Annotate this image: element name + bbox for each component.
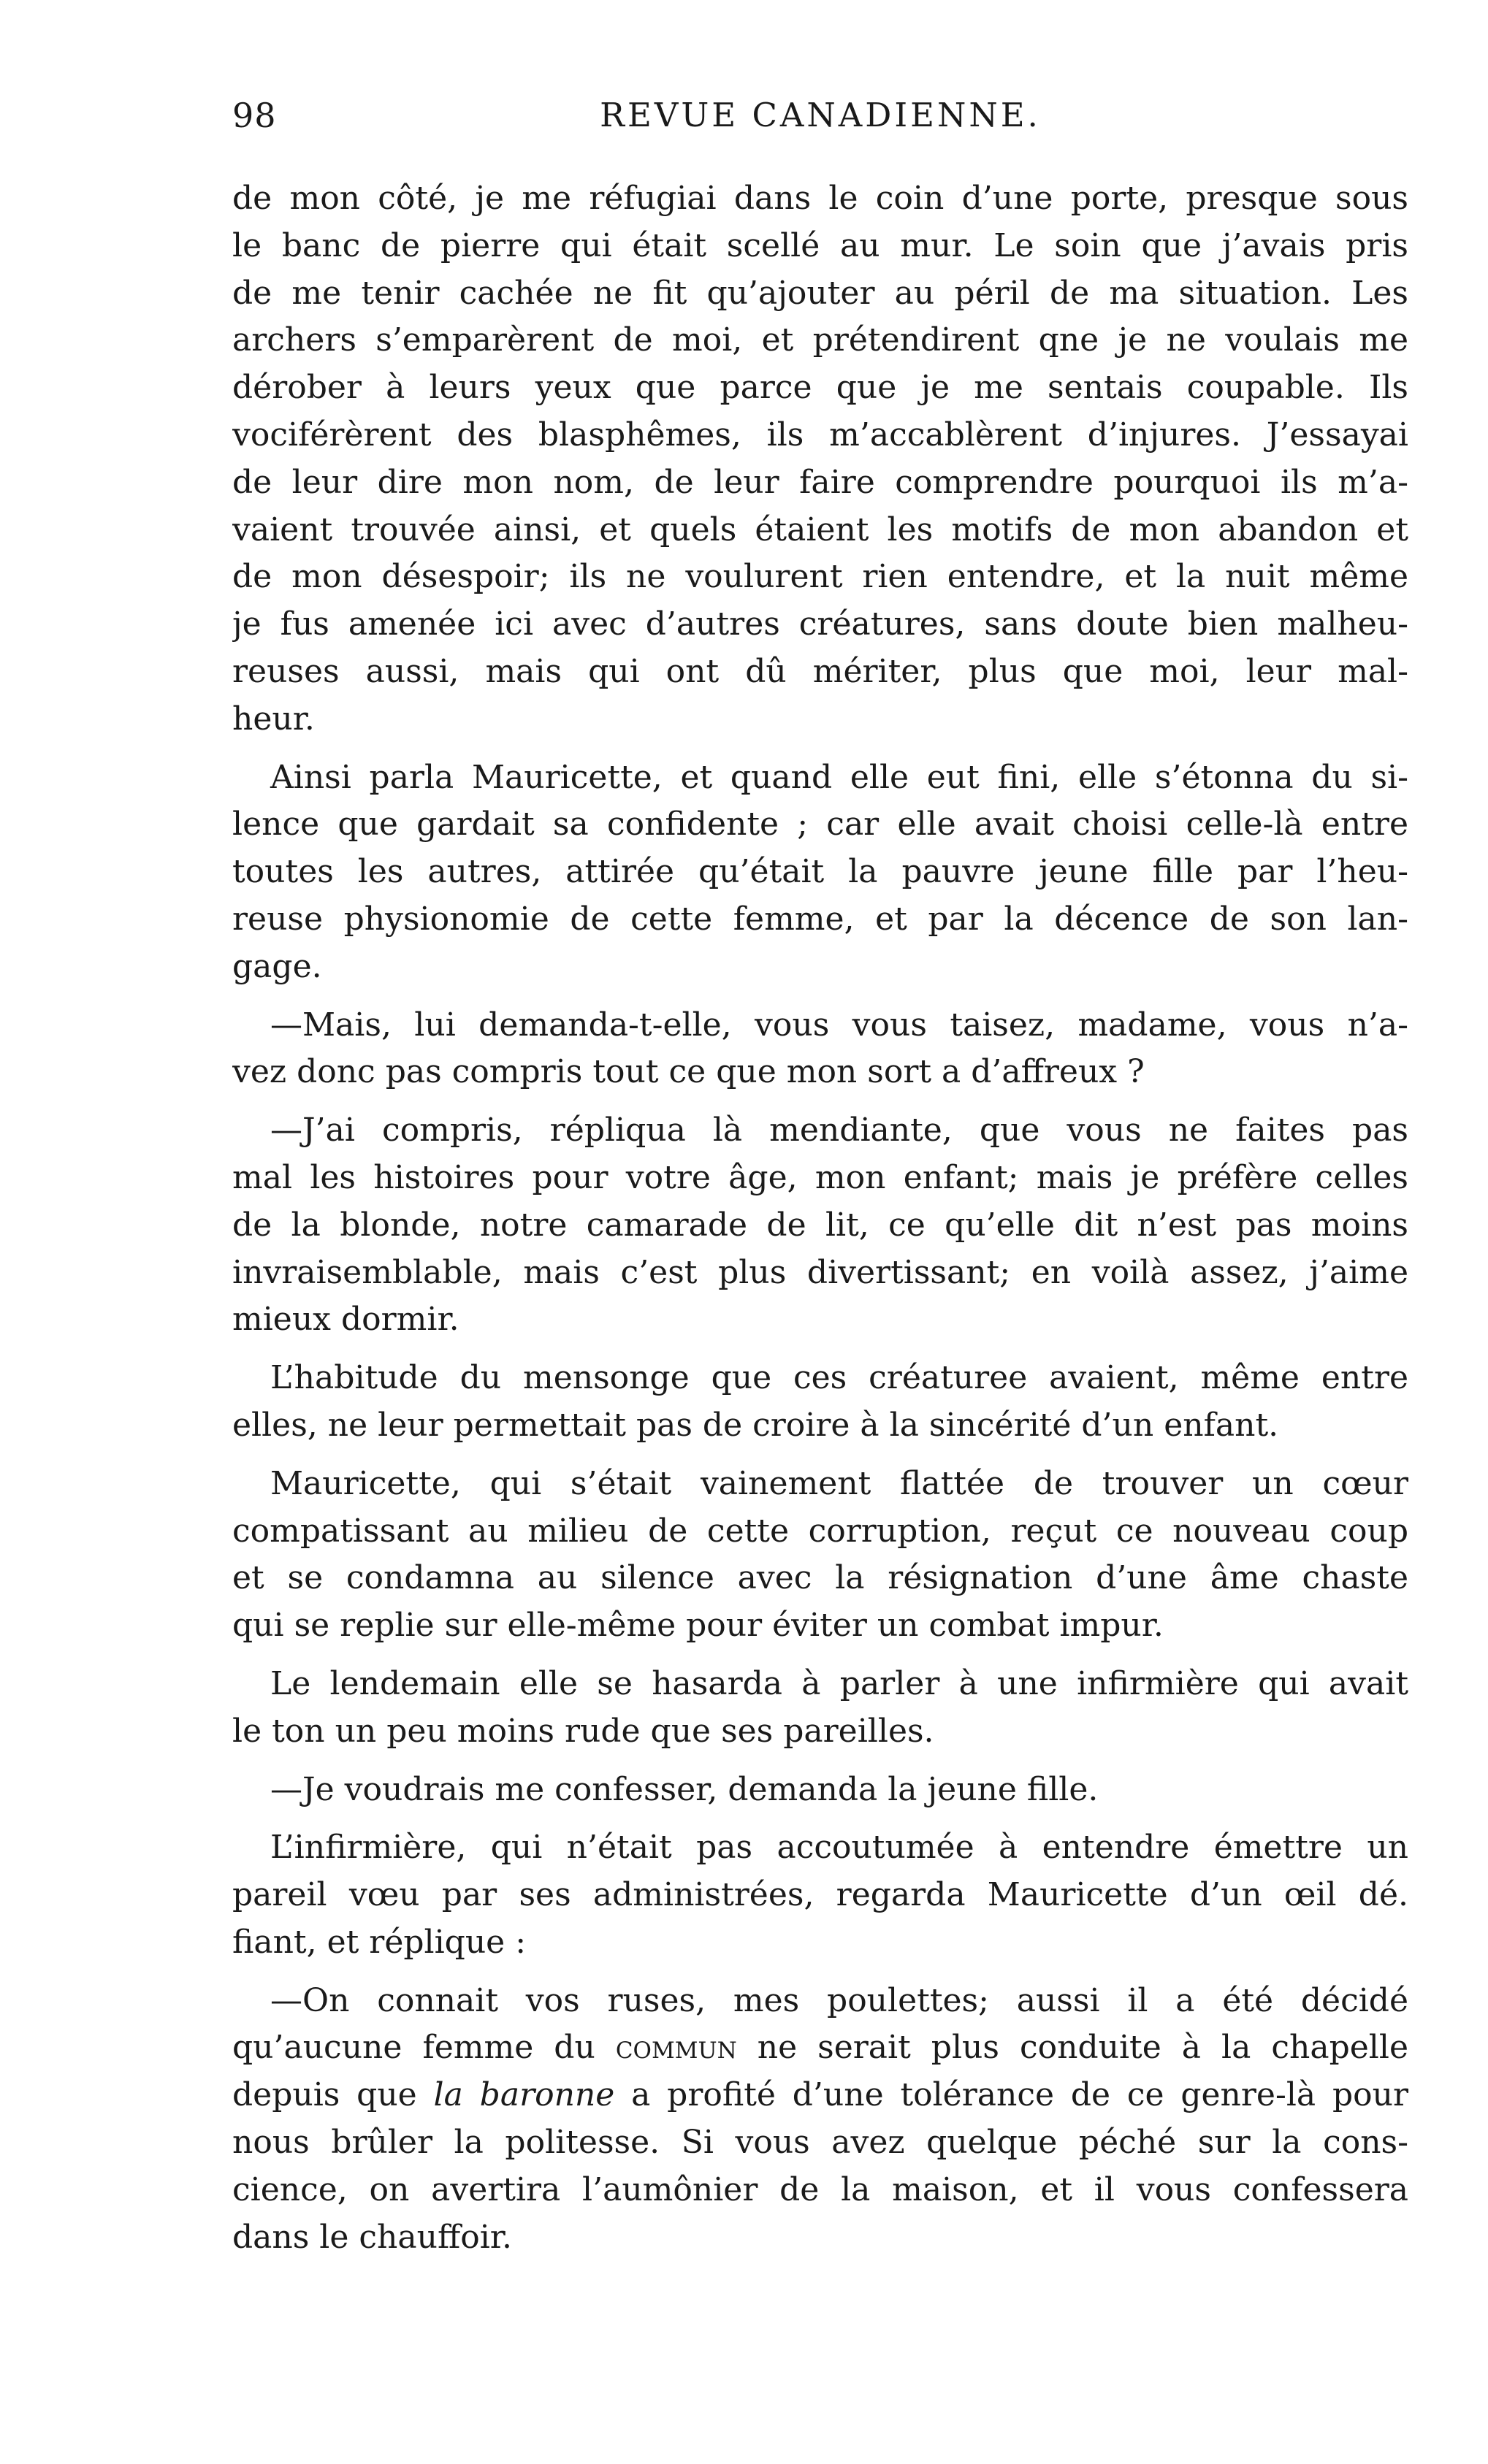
text-line: pareil vœu par ses administrées, regarda Mauricette d’un œil dé. xyxy=(232,1876,1408,1914)
text-run: —On connait vos ruses, mes poulettes; aussi il a été décidé xyxy=(270,1981,1408,2019)
italic-phrase: la baronne xyxy=(433,2076,615,2114)
text-line: vez donc pas compris tout ce que mon sort a d’affreux ? xyxy=(232,1053,1145,1091)
text-line: le banc de pierre qui était scellé au mur. Le soin que j’avais pris xyxy=(232,226,1408,264)
text-run: dans le chauffoir. xyxy=(232,2218,512,2256)
text-line: mieux dormir. xyxy=(232,1301,459,1339)
text-line: vaient trouvée ainsi, et quels étaient les motifs de mon abandon et xyxy=(232,510,1408,548)
text-line: reuse physionomie de cette femme, et par la décence de son lan- xyxy=(232,900,1408,938)
page-number: 98 xyxy=(232,96,277,135)
text-line: Ainsi parla Mauricette, et quand elle eut fini, elle s’étonna du si- xyxy=(270,758,1408,796)
text-line xyxy=(232,1978,1408,2025)
text-line: et se condamna au silence avec la résignation d’une âme chaste xyxy=(232,1559,1408,1597)
page-header xyxy=(232,93,1408,152)
text-line: compatissant au milieu de cette corruption, reçut ce nouveau coup xyxy=(232,1512,1408,1550)
text-run: qu’aucune femme du xyxy=(232,2029,616,2067)
text-line: —Je voudrais me confesser, demanda la jeune fille. xyxy=(270,1770,1099,1808)
paragraph xyxy=(232,754,1408,991)
text-run: nous brûler la politesse. Si vous avez quelque péché sur la cons- xyxy=(232,2124,1408,2162)
paragraph xyxy=(232,1767,1408,1814)
text-line: heur. xyxy=(232,700,315,738)
text-line: —J’ai compris, répliqua là mendiante, que vous ne faites pas xyxy=(270,1112,1408,1149)
paragraph xyxy=(232,1461,1408,1650)
text-run: depuis que xyxy=(232,2076,434,2114)
text-run: cience, on avertira l’aumônier de la maison, et il vous confessera xyxy=(232,2170,1408,2208)
text-line: le ton un peu moins rude que ses pareilles. xyxy=(232,1712,934,1750)
text-line: elles, ne leur permettait pas de croire à la sincérité d’un enfant. xyxy=(232,1406,1279,1444)
paragraph xyxy=(232,1661,1408,1756)
text-line: dérober à leurs yeux que parce que je me sentais coupable. Ils xyxy=(232,369,1408,407)
text-line: de leur dire mon nom, de leur faire comprendre pourquoi ils m’a- xyxy=(232,463,1408,501)
text-run: ne serait plus conduite à la chapelle xyxy=(736,2029,1408,2067)
text-line: de la blonde, notre camarade de lit, ce qu’elle dit n’est pas moins xyxy=(232,1206,1408,1244)
paragraph xyxy=(232,1978,1408,2262)
text-line xyxy=(232,2214,1408,2262)
text-line: toutes les autres, attirée qu’était la pauvre jeune fille par l’heu- xyxy=(232,853,1408,891)
text-line: L’habitude du mensonge que ces créaturee avaient, même entre xyxy=(270,1359,1408,1397)
text-line: qui se replie sur elle-même pour éviter un combat impur. xyxy=(232,1607,1164,1645)
text-line xyxy=(232,2072,1408,2119)
text-line: L’infirmière, qui n’était pas accoutumée à entendre émettre un xyxy=(270,1829,1408,1867)
text-line: je fus amenée ici avec d’autres créatures, sans doute bien malheu- xyxy=(232,605,1408,643)
paragraph xyxy=(232,175,1408,743)
text-line: Le lendemain elle se hasarda à parler à une infirmière qui avait xyxy=(270,1664,1408,1702)
text-line: gage. xyxy=(232,947,322,985)
body-text xyxy=(232,175,1408,2272)
text-line: mal les histoires pour votre âge, mon enfant; mais je préfère celles xyxy=(232,1158,1408,1196)
text-line: —Mais, lui demanda-t-elle, vous vous taisez, madame, vous n’a- xyxy=(270,1006,1408,1044)
text-line: archers s’emparèrent de moi, et prétendirent qne je ne voulais me xyxy=(232,321,1408,359)
small-caps-word: commun xyxy=(615,2029,737,2067)
text-line xyxy=(232,2024,1408,2072)
text-line xyxy=(232,2167,1408,2214)
text-line: fiant, et réplique : xyxy=(232,1923,527,1961)
text-line: lence que gardait sa confidente ; car elle avait choisi celle-là entre xyxy=(232,806,1408,843)
running-title: REVUE CANADIENNE. xyxy=(600,96,1041,134)
text-run: a profité d’une tolérance de ce genre-là pour xyxy=(614,2076,1408,2114)
text-line: vociférèrent des blasphêmes, ils m’accablèrent d’injures. J’essayai xyxy=(232,416,1408,454)
text-line: Mauricette, qui s’était vainement flattée de trouver un cœur xyxy=(270,1464,1408,1502)
paragraph xyxy=(232,1002,1408,1097)
text-line: invraisemblable, mais c’est plus divertissant; en voilà assez, j’aime xyxy=(232,1253,1408,1291)
text-line: de me tenir cachée ne fit qu’ajouter au péril de ma situation. Les xyxy=(232,274,1408,312)
text-line: de mon désespoir; ils ne voulurent rien entendre, et la nuit même xyxy=(232,558,1408,596)
text-line: de mon côté, je me réfugiai dans le coin d’une porte, presque sous xyxy=(232,180,1408,217)
paragraph xyxy=(232,1107,1408,1344)
paragraph xyxy=(232,1824,1408,1966)
paragraph xyxy=(232,1355,1408,1450)
text-line: reuses aussi, mais qui ont dû mériter, plus que moi, leur mal- xyxy=(232,652,1408,690)
text-line xyxy=(232,2119,1408,2167)
